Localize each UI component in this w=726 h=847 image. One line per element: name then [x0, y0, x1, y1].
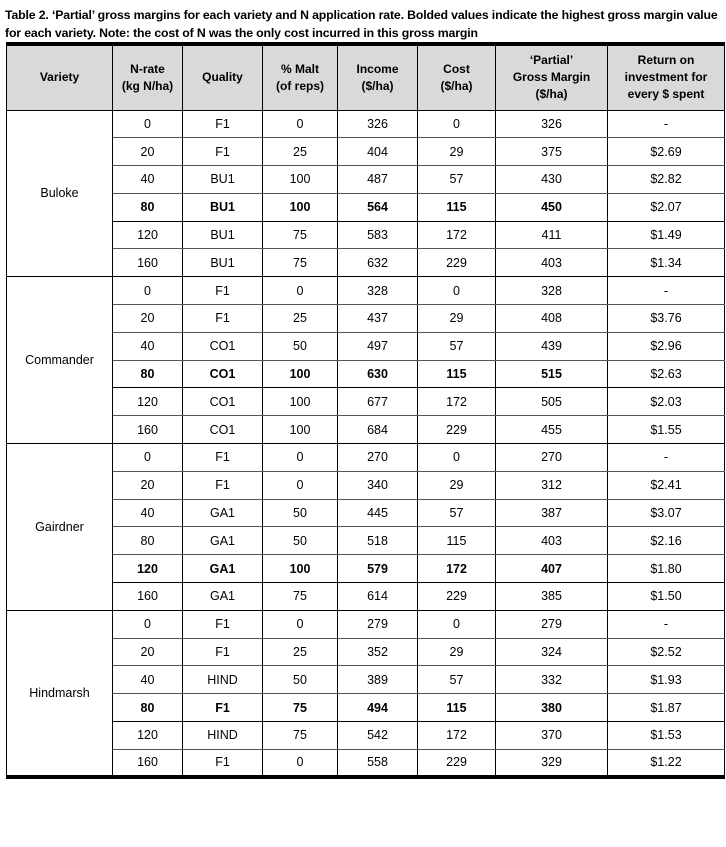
cell-roi: $2.41: [608, 471, 725, 499]
cell-income: 677: [338, 388, 418, 416]
cell-nrate: 40: [113, 666, 183, 694]
cell-pgm: 312: [496, 471, 608, 499]
cell-cost: 172: [418, 221, 496, 249]
cell-nrate: 40: [113, 166, 183, 194]
cell-malt: 0: [263, 277, 338, 305]
table-row: [7, 694, 725, 722]
table-row: [7, 638, 725, 666]
table-row: [7, 416, 725, 444]
cell-nrate: 80: [113, 694, 183, 722]
header-line: N-rate: [130, 61, 165, 76]
cell-cost: 172: [418, 722, 496, 750]
cell-malt: 0: [263, 110, 338, 138]
cell-roi: -: [608, 110, 725, 138]
table-row: [7, 583, 725, 611]
variety-cell: Hindmarsh: [7, 610, 113, 777]
variety-cell: Commander: [7, 277, 113, 444]
cell-cost: 115: [418, 527, 496, 555]
column-header-return-on-investment: [608, 44, 725, 110]
cell-nrate: 120: [113, 722, 183, 750]
cell-cost: 29: [418, 138, 496, 166]
table-row: [7, 555, 725, 583]
table-row: [7, 138, 725, 166]
cell-malt: 75: [263, 694, 338, 722]
header-line: Gross Margin: [512, 70, 591, 85]
cell-cost: 57: [418, 166, 496, 194]
cell-roi: $1.34: [608, 249, 725, 277]
cell-pgm: 385: [496, 583, 608, 611]
cell-quality: F1: [183, 444, 263, 472]
cell-income: 614: [338, 583, 418, 611]
cell-cost: 0: [418, 610, 496, 638]
cell-roi: $1.55: [608, 416, 725, 444]
cell-quality: GA1: [183, 499, 263, 527]
cell-quality: GA1: [183, 527, 263, 555]
table-row: [7, 277, 725, 305]
cell-income: 487: [338, 166, 418, 194]
cell-pgm: 329: [496, 749, 608, 777]
cell-roi: $1.87: [608, 694, 725, 722]
cell-cost: 172: [418, 388, 496, 416]
cell-malt: 0: [263, 444, 338, 472]
cell-malt: 100: [263, 388, 338, 416]
cell-cost: 57: [418, 332, 496, 360]
cell-cost: 115: [418, 193, 496, 221]
cell-quality: F1: [183, 138, 263, 166]
header-line: Income: [356, 61, 399, 76]
cell-pgm: 407: [496, 555, 608, 583]
cell-income: 389: [338, 666, 418, 694]
header-line: Cost: [443, 61, 470, 76]
table-row: [7, 471, 725, 499]
cell-pgm: 403: [496, 527, 608, 555]
cell-nrate: 20: [113, 638, 183, 666]
column-header-partial-gross-margin: [496, 44, 608, 110]
cell-malt: 100: [263, 193, 338, 221]
cell-nrate: 0: [113, 610, 183, 638]
cell-malt: 100: [263, 555, 338, 583]
cell-malt: 25: [263, 638, 338, 666]
cell-income: 518: [338, 527, 418, 555]
cell-cost: 0: [418, 444, 496, 472]
cell-quality: HIND: [183, 722, 263, 750]
cell-income: 497: [338, 332, 418, 360]
cell-roi: $2.63: [608, 360, 725, 388]
cell-nrate: 0: [113, 277, 183, 305]
cell-nrate: 40: [113, 499, 183, 527]
cell-cost: 172: [418, 555, 496, 583]
cell-nrate: 20: [113, 138, 183, 166]
cell-malt: 75: [263, 583, 338, 611]
cell-quality: BU1: [183, 166, 263, 194]
cell-pgm: 326: [496, 110, 608, 138]
cell-cost: 57: [418, 499, 496, 527]
table-row: [7, 193, 725, 221]
cell-income: 684: [338, 416, 418, 444]
cell-pgm: 324: [496, 638, 608, 666]
cell-income: 445: [338, 499, 418, 527]
cell-income: 542: [338, 722, 418, 750]
cell-pgm: 370: [496, 722, 608, 750]
cell-income: 279: [338, 610, 418, 638]
column-header-variety: [7, 44, 113, 110]
cell-roi: -: [608, 610, 725, 638]
column-header-malt: [263, 44, 338, 110]
table-row: [7, 722, 725, 750]
cell-income: 352: [338, 638, 418, 666]
table-header: [7, 44, 725, 110]
table-row: [7, 610, 725, 638]
cell-malt: 75: [263, 722, 338, 750]
cell-quality: GA1: [183, 583, 263, 611]
header-line: ($/ha): [535, 87, 568, 102]
cell-nrate: 160: [113, 249, 183, 277]
cell-quality: CO1: [183, 388, 263, 416]
cell-income: 404: [338, 138, 418, 166]
cell-quality: F1: [183, 610, 263, 638]
cell-nrate: 0: [113, 444, 183, 472]
cell-cost: 0: [418, 110, 496, 138]
cell-cost: 29: [418, 638, 496, 666]
header-line: Return on: [637, 53, 695, 68]
cell-malt: 100: [263, 166, 338, 194]
cell-nrate: 80: [113, 193, 183, 221]
cell-roi: $3.76: [608, 305, 725, 333]
cell-pgm: 328: [496, 277, 608, 305]
cell-quality: BU1: [183, 249, 263, 277]
cell-pgm: 408: [496, 305, 608, 333]
column-header-income: [338, 44, 418, 110]
table-row: [7, 305, 725, 333]
cell-roi: $2.52: [608, 638, 725, 666]
cell-malt: 0: [263, 610, 338, 638]
cell-quality: CO1: [183, 332, 263, 360]
cell-income: 494: [338, 694, 418, 722]
cell-nrate: 160: [113, 749, 183, 777]
cell-roi: -: [608, 444, 725, 472]
table-caption: Table 2. ‘Partial’ gross margins for each variety and N application rate. Bolded values indicate the highest gross margin value for each variety. Note: the cost of N was the only cost incurred in this gross margin: [5, 8, 718, 40]
cell-quality: HIND: [183, 666, 263, 694]
table-row: [7, 332, 725, 360]
cell-cost: 29: [418, 305, 496, 333]
cell-malt: 50: [263, 666, 338, 694]
cell-nrate: 0: [113, 110, 183, 138]
cell-malt: 100: [263, 360, 338, 388]
cell-cost: 229: [418, 249, 496, 277]
column-header-cost: [418, 44, 496, 110]
cell-pgm: 411: [496, 221, 608, 249]
cell-pgm: 439: [496, 332, 608, 360]
cell-quality: F1: [183, 305, 263, 333]
cell-roi: $1.93: [608, 666, 725, 694]
cell-roi: $1.49: [608, 221, 725, 249]
cell-pgm: 279: [496, 610, 608, 638]
cell-roi: -: [608, 277, 725, 305]
table-row: [7, 527, 725, 555]
cell-cost: 0: [418, 277, 496, 305]
cell-malt: 50: [263, 332, 338, 360]
cell-pgm: 375: [496, 138, 608, 166]
cell-cost: 229: [418, 749, 496, 777]
table-row: [7, 360, 725, 388]
cell-roi: $1.50: [608, 583, 725, 611]
cell-nrate: 120: [113, 388, 183, 416]
cell-pgm: 332: [496, 666, 608, 694]
cell-cost: 29: [418, 471, 496, 499]
table-row: [7, 666, 725, 694]
header-line: % Malt: [280, 61, 319, 76]
header-line: Variety: [39, 70, 80, 85]
cell-nrate: 120: [113, 221, 183, 249]
column-header-quality: [183, 44, 263, 110]
cell-pgm: 403: [496, 249, 608, 277]
table-row: [7, 166, 725, 194]
cell-malt: 25: [263, 305, 338, 333]
cell-income: 326: [338, 110, 418, 138]
cell-nrate: 80: [113, 527, 183, 555]
cell-pgm: 270: [496, 444, 608, 472]
cell-income: 579: [338, 555, 418, 583]
cell-pgm: 430: [496, 166, 608, 194]
cell-roi: $1.53: [608, 722, 725, 750]
cell-pgm: 450: [496, 193, 608, 221]
cell-roi: $2.03: [608, 388, 725, 416]
variety-cell: Gairdner: [7, 444, 113, 611]
cell-quality: GA1: [183, 555, 263, 583]
column-header-nrate: [113, 44, 183, 110]
header-row: [7, 44, 725, 110]
cell-quality: F1: [183, 694, 263, 722]
header-line: ‘Partial’: [529, 53, 574, 68]
cell-malt: 50: [263, 527, 338, 555]
cell-cost: 57: [418, 666, 496, 694]
header-line: (kg N/ha): [121, 78, 174, 93]
header-line: ($/ha): [440, 78, 473, 93]
cell-quality: F1: [183, 277, 263, 305]
cell-income: 630: [338, 360, 418, 388]
cell-malt: 50: [263, 499, 338, 527]
cell-income: 340: [338, 471, 418, 499]
cell-pgm: 380: [496, 694, 608, 722]
cell-quality: F1: [183, 638, 263, 666]
cell-malt: 25: [263, 138, 338, 166]
cell-nrate: 120: [113, 555, 183, 583]
table-body: [7, 110, 725, 777]
header-line: Quality: [202, 70, 243, 85]
table-row: [7, 749, 725, 777]
cell-income: 437: [338, 305, 418, 333]
variety-cell: Buloke: [7, 110, 113, 277]
cell-quality: CO1: [183, 360, 263, 388]
table-row: [7, 388, 725, 416]
cell-pgm: 515: [496, 360, 608, 388]
header-line: (of reps): [276, 78, 324, 93]
cell-income: 564: [338, 193, 418, 221]
cell-malt: 100: [263, 416, 338, 444]
table-container: [0, 42, 726, 779]
cell-quality: F1: [183, 110, 263, 138]
cell-malt: 0: [263, 749, 338, 777]
cell-pgm: 387: [496, 499, 608, 527]
gross-margin-table: [6, 42, 725, 779]
cell-roi: $2.82: [608, 166, 725, 194]
cell-income: 632: [338, 249, 418, 277]
cell-roi: $1.80: [608, 555, 725, 583]
cell-malt: 75: [263, 221, 338, 249]
table-row: [7, 499, 725, 527]
header-line: ($/ha): [361, 78, 394, 93]
table-row: [7, 110, 725, 138]
cell-cost: 229: [418, 416, 496, 444]
cell-quality: F1: [183, 471, 263, 499]
cell-cost: 115: [418, 694, 496, 722]
cell-income: 328: [338, 277, 418, 305]
cell-quality: BU1: [183, 221, 263, 249]
cell-roi: $2.96: [608, 332, 725, 360]
cell-roi: $2.07: [608, 193, 725, 221]
cell-nrate: 20: [113, 305, 183, 333]
cell-quality: F1: [183, 749, 263, 777]
cell-malt: 75: [263, 249, 338, 277]
cell-roi: $1.22: [608, 749, 725, 777]
cell-nrate: 20: [113, 471, 183, 499]
cell-roi: $3.07: [608, 499, 725, 527]
cell-quality: CO1: [183, 416, 263, 444]
cell-roi: $2.69: [608, 138, 725, 166]
table-row: [7, 221, 725, 249]
cell-malt: 0: [263, 471, 338, 499]
header-line: every $ spent: [627, 87, 705, 102]
header-line: investment for: [624, 70, 708, 85]
cell-roi: $2.16: [608, 527, 725, 555]
cell-pgm: 505: [496, 388, 608, 416]
cell-income: 558: [338, 749, 418, 777]
cell-nrate: 40: [113, 332, 183, 360]
cell-income: 583: [338, 221, 418, 249]
table-row: [7, 249, 725, 277]
cell-income: 270: [338, 444, 418, 472]
cell-cost: 115: [418, 360, 496, 388]
table-row: [7, 444, 725, 472]
cell-nrate: 160: [113, 416, 183, 444]
cell-cost: 229: [418, 583, 496, 611]
cell-nrate: 80: [113, 360, 183, 388]
cell-quality: BU1: [183, 193, 263, 221]
cell-pgm: 455: [496, 416, 608, 444]
cell-nrate: 160: [113, 583, 183, 611]
